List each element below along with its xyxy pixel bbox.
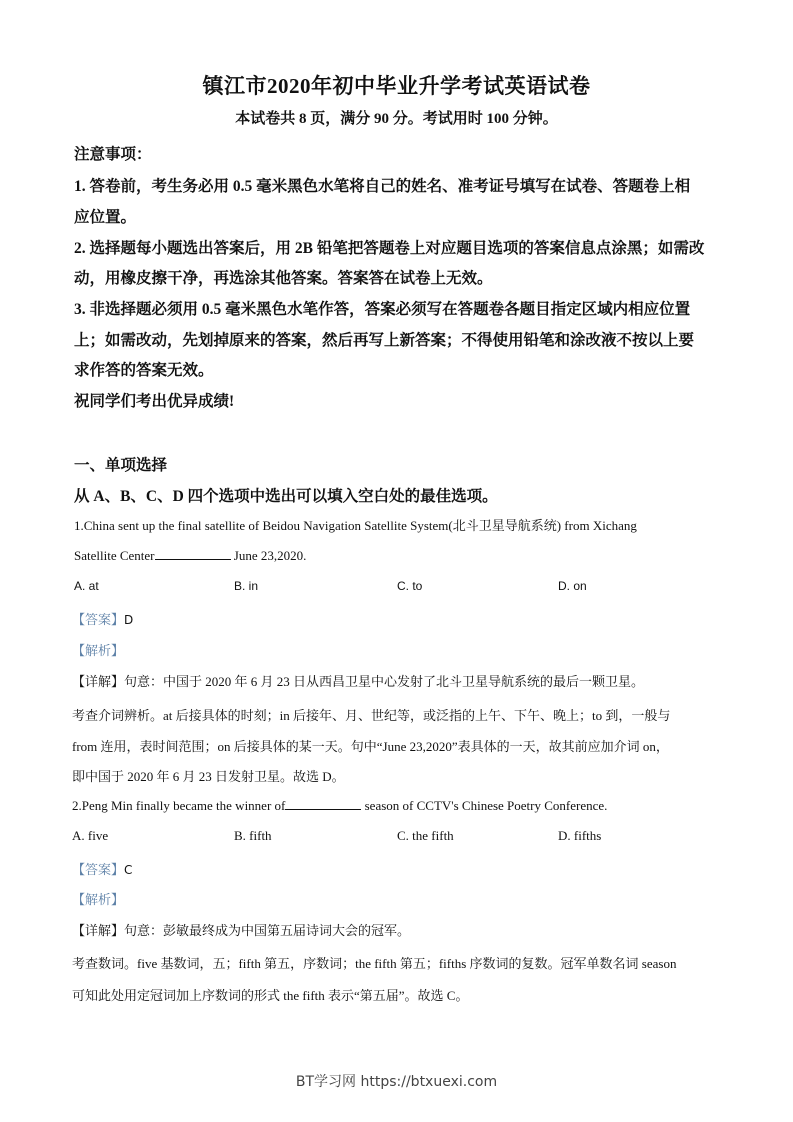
stem-text: June 23,2020.	[230, 548, 307, 563]
exam-info: 本试卷共 8 页，满分 90 分。考试用时 100 分钟。	[235, 111, 558, 127]
notice-line: 祝同学们考出优异成绩!	[74, 393, 235, 410]
detail-line: from 连用，表时间范围；on 后接具体的某一天。句中“June 23,2020”表具体的一天，故其前应加介词 on，	[72, 739, 669, 754]
notice-line: 动，用橡皮擦干净，再选涂其他答案。答案答在试卷上无效。	[74, 270, 493, 287]
notice-line: 3. 非选择题必须用 0.5 毫米黑色水笔作答，答案必须写在答题卷各题目指定区域内相应位置	[74, 301, 691, 318]
analysis-label: 【解析】	[72, 893, 125, 908]
section-heading: 一、单项选择	[74, 457, 168, 474]
notice-line: 1. 答卷前，考生务必用 0.5 毫米黑色水笔将自己的姓名、准考证号填写在试卷、答题卷上相	[74, 178, 691, 195]
option-c: C. the fifth	[397, 828, 454, 843]
analysis-label: 【解析】	[72, 644, 125, 659]
detail-line: 即中国于 2020 年 6 月 23 日发射卫星。故选 D。	[72, 769, 345, 784]
stem-text: 2.Peng Min finally became the winner of	[72, 798, 286, 813]
footer-watermark: BT学习网 https://btxuexi.com	[295, 1074, 498, 1090]
detail-line: 【详解】句意：中国于 2020 年 6 月 23 日从西昌卫星中心发射了北斗卫星导航系统的最后一颗卫星。	[72, 674, 645, 689]
notice-line: 求作答的答案无效。	[74, 362, 214, 379]
answer-blank	[285, 797, 361, 810]
option-a: A. five	[72, 828, 109, 843]
notice-heading: 注意事项：	[74, 146, 152, 163]
option-d: D. on	[558, 579, 587, 593]
question-2-stem	[72, 797, 607, 814]
answer-value: C	[124, 863, 133, 877]
detail-line: 可知此处用定冠词加上序数词的形式 the fifth 表示“第五届”。故选 C。	[72, 988, 469, 1003]
question-1-stem-line2	[74, 547, 306, 564]
question-1-stem: 1.China sent up the final satellite of Beidou Navigation Satellite System(北斗卫星导航系统) from Xichang	[74, 518, 637, 533]
stem-text: season of CCTV's Chinese Poetry Conference.	[361, 798, 608, 813]
detail-line: 考查数词。five 基数词，五；fifth 第五，序数词；the fifth 第五；fifths 序数词的复数。冠军单数名词 season	[72, 956, 677, 971]
option-b: B. in	[234, 579, 259, 593]
notice-line: 上；如需改动，先划掉原来的答案，然后再写上新答案；不得使用铅笔和涂改液不按以上要	[74, 332, 695, 349]
answer-row	[72, 859, 132, 879]
section-instruction: 从 A、B、C、D 四个选项中选出可以填入空白处的最佳选项。	[74, 488, 498, 505]
option-a: A. at	[74, 579, 99, 593]
answer-label: 【答案】	[72, 863, 125, 878]
notice-line: 2. 选择题每小题选出答案后，用 2B 铅笔把答题卷上对应题目选项的答案信息点涂黑；如需改	[74, 240, 705, 257]
answer-row	[72, 609, 133, 629]
option-b: B. fifth	[234, 828, 272, 843]
detail-line: 考查介词辨析。at 后接具体的时刻；in 后接年、月、世纪等，或泛指的上午、下午、晚上；to 到，一般与	[72, 708, 671, 723]
stem-text: Satellite Center	[74, 548, 155, 563]
option-d: D. fifths	[558, 828, 602, 843]
answer-blank	[155, 547, 231, 560]
answer-label: 【答案】	[72, 613, 125, 628]
page-title: 镇江市2020年初中毕业升学考试英语试卷	[202, 74, 591, 98]
notice-line: 应位置。	[74, 209, 137, 226]
answer-value: D	[124, 613, 134, 627]
detail-line: 【详解】句意：彭敏最终成为中国第五届诗词大会的冠军。	[72, 923, 411, 938]
option-c: C. to	[397, 579, 423, 593]
